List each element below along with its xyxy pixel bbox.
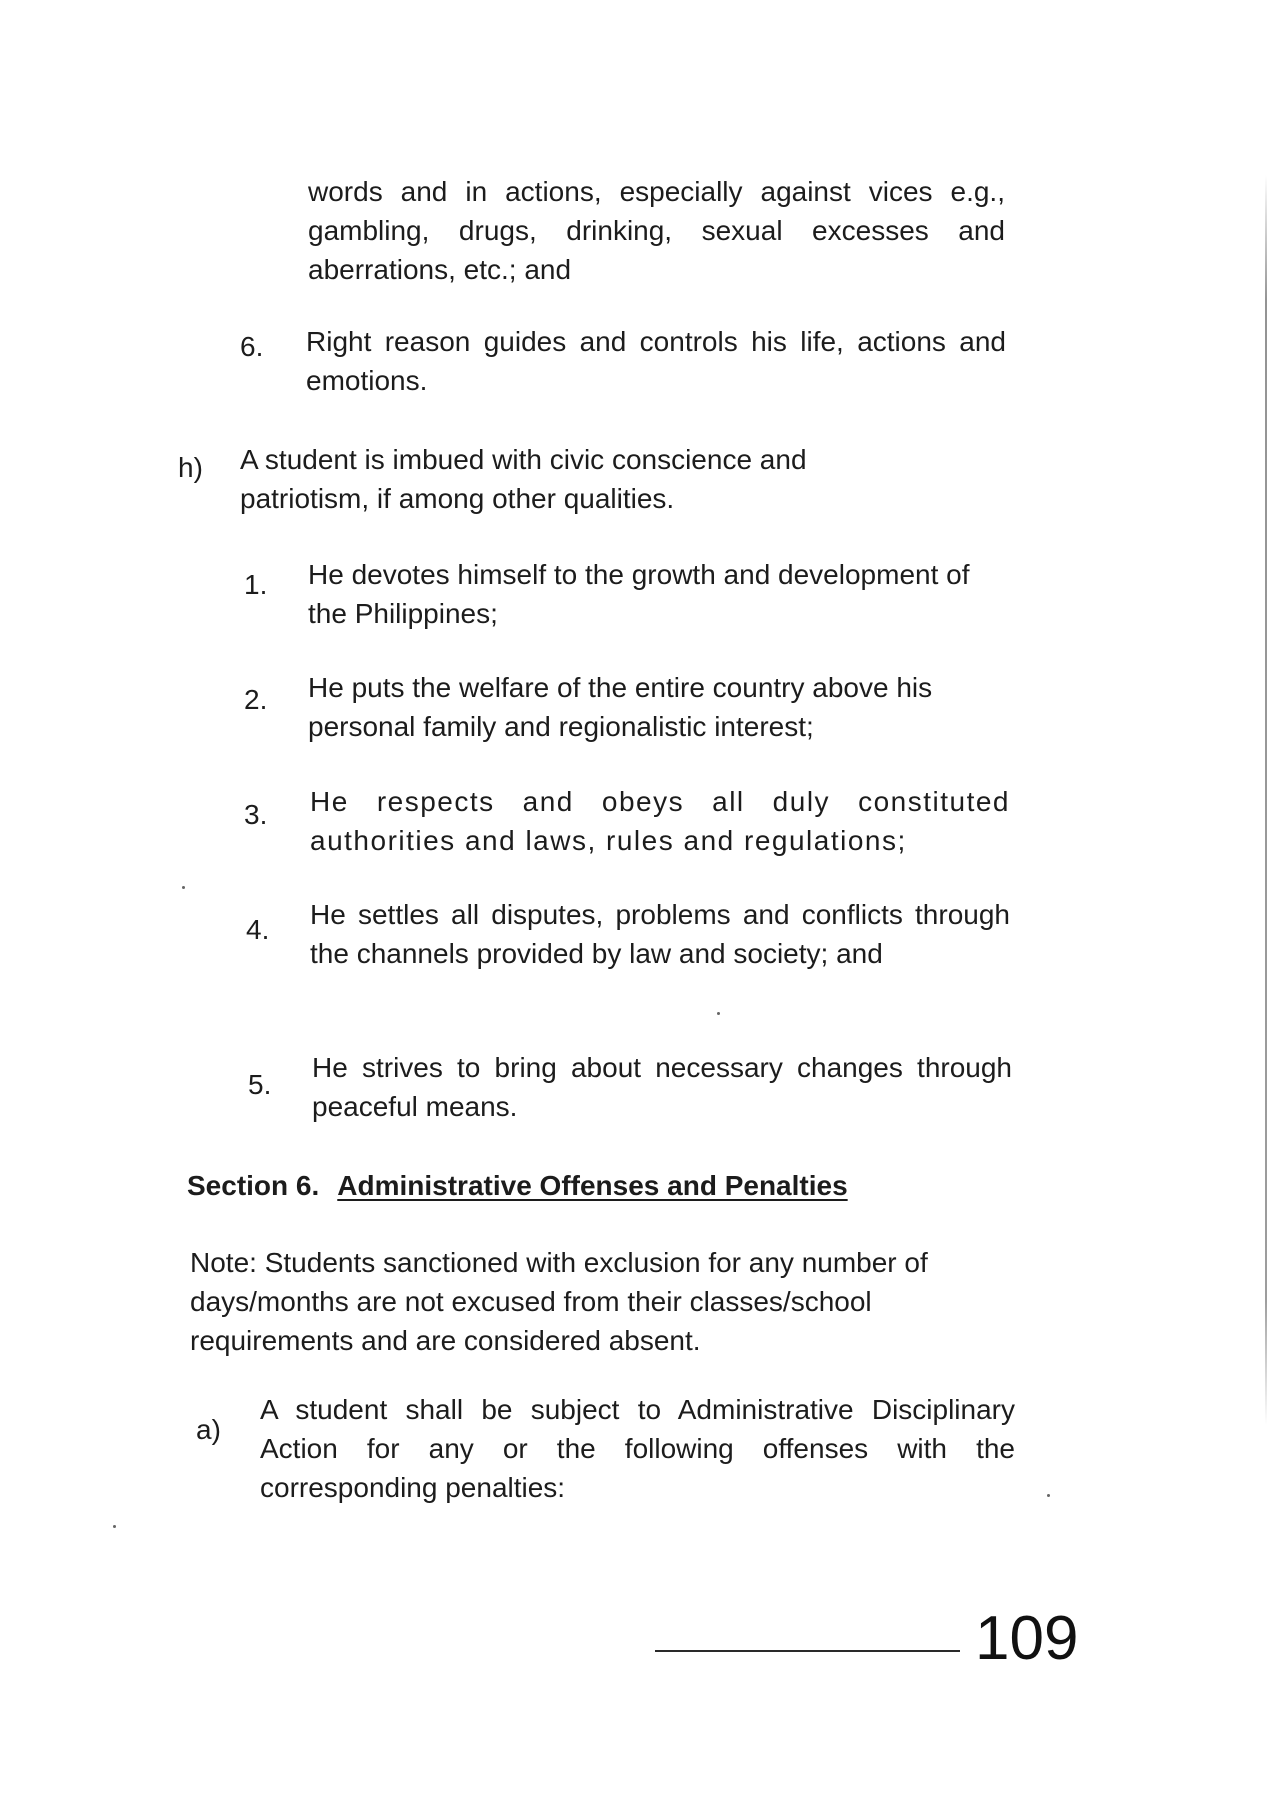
item-6-number: 6. [240,331,264,362]
section-6-label: Section 6. [187,1170,320,1201]
note-label: Note: [190,1247,257,1278]
h-item-4-text: He settles all disputes, problems and conflicts through the channels provided by law and society; and [310,899,1010,969]
page-edge [1265,175,1267,1425]
h-item-2-text: He puts the welfare of the entire country above his personal family and regionalistic interest; [308,672,933,742]
h-item-1-text: He devotes himself to the growth and development of the Philippines; [308,559,970,629]
page-number-rule [655,1650,960,1652]
h-item-4-number: 4. [246,914,270,945]
continuation-paragraph: words and in actions, especially against vices e.g., gambling, drugs, drinking, sexual excesses and aberrations, etc.; and [308,176,1005,285]
note-text: Students sanctioned with exclusion for any number of days/months are not excused from their classes/school requirements and are considered absent. [190,1247,928,1356]
section-6-heading [187,1166,848,1205]
section-h-label: h) [178,452,203,483]
item-a-label: a) [196,1414,221,1445]
page-number: 109 [975,1604,1079,1673]
section-6-title: Administrative Offenses and Penalties [337,1170,848,1201]
h-item-3-text: He respects and obeys all duly constituted authorities and laws, rules and regulations; [310,786,1010,856]
note-block [190,1243,1015,1360]
h-item-5-number: 5. [248,1069,272,1100]
section-h-text: A student is imbued with civic conscience and patriotism, if among other qualities. [240,444,807,514]
scan-speck [113,1525,116,1528]
h-item-2-number: 2. [244,684,268,715]
h-item-3-number: 3. [244,799,268,830]
item-6-text: Right reason guides and controls his life, actions and emotions. [306,326,1006,396]
h-item-1-number: 1. [244,569,268,600]
scan-speck [1047,1494,1050,1497]
scan-speck [182,886,185,889]
item-a-text: A student shall be subject to Administrative Disciplinary Action for any or the following offenses with the corresponding penalties: [260,1394,1015,1503]
h-item-5-text: He strives to bring about necessary changes through peaceful means. [312,1052,1012,1122]
scan-speck [717,1012,720,1015]
